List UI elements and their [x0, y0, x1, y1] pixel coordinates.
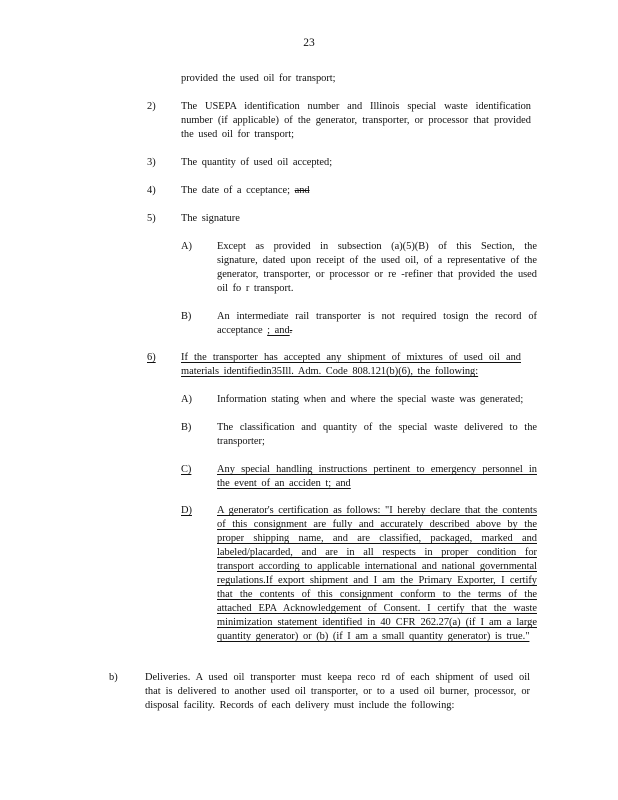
item-6b-marker: B) — [181, 422, 192, 433]
item-5b-struck-text: . — [289, 325, 293, 336]
item-6c-marker: C) — [181, 464, 192, 475]
item-6-text: If the transporter has accepted any shipment of mixtures of used oil and materials identifiedin35Ill. Adm. Code 808.121(b)(6), the following: — [181, 352, 521, 377]
item-5-text: The signature — [181, 213, 240, 224]
item-6a-text: Information stating when and where the special waste was generated; — [217, 394, 524, 405]
item-2-marker: 2) — [147, 101, 156, 112]
continuation-text: provided the used oil for transport; — [181, 73, 336, 84]
item-5b-underlined-text: ; and — [267, 325, 290, 336]
item-6a-marker: A) — [181, 394, 192, 405]
item-5b-marker: B) — [181, 311, 192, 322]
item-4-text — [181, 184, 310, 198]
item-4-struck-text: and — [294, 185, 310, 196]
item-b-text: Deliveries. A used oil transporter must keepa reco rd of each shipment of used oil that is delivered to another used oil transporter, or to a used oil burner, processor, or disposal facility. Records of each delivery must include the following: — [145, 672, 530, 711]
item-3-marker: 3) — [147, 157, 156, 168]
item-6b-text: The classification and quantity of the special waste delivered to the transporter; — [217, 422, 537, 447]
item-3-text: The quantity of used oil accepted; — [181, 157, 333, 168]
item-2-text: The USEPA identification number and Illinois special waste identification number (if applicable) of the generator, transporter, or processor that provided the used oil for transport; — [181, 101, 531, 140]
item-4-text-main: The date of a cceptance; — [181, 185, 290, 196]
item-5b-text-main: An intermediate rail transporter is not required tosign the record of acceptance — [217, 311, 537, 336]
item-6d-marker: D) — [181, 505, 192, 516]
page-number: 23 — [303, 37, 315, 49]
item-5b-text — [217, 310, 537, 338]
item-5-marker: 5) — [147, 213, 156, 224]
item-4-marker: 4) — [147, 185, 156, 196]
item-b-marker: b) — [109, 672, 118, 683]
item-6c-text: Any special handling instructions pertinent to emergency personnel in the event of an acciden t; and — [217, 464, 537, 489]
item-6-marker: 6) — [147, 352, 156, 363]
item-5a-marker: A) — [181, 241, 192, 252]
item-6d-text: A generator's certification as follows: "I hereby declare that the contents of this consignment are fully and accurately described above by the proper shipping name, and are classified, packaged, marked and labeled/placarded, and are in all respects in proper condition for transport according to applicable international and national governmental regulations.If export shipment and I am the Primary Exporter, I certify that the contents of this consignment conform to the terms of the attached EPA Acknowledgement of Consent. I certify that the waste minimization statement identified in 40 CFR 262.27(a) (if I am a large quantity generator) or (b) (if I am a small quantity generator) is true." — [217, 505, 537, 642]
item-5a-text: Except as provided in subsection (a)(5)(B) of this Section, the signature, dated upon receipt of the used oil, of a representative of the generator, transporter, or processor or re -refiner that provided the used oil fo r transport. — [217, 241, 537, 294]
